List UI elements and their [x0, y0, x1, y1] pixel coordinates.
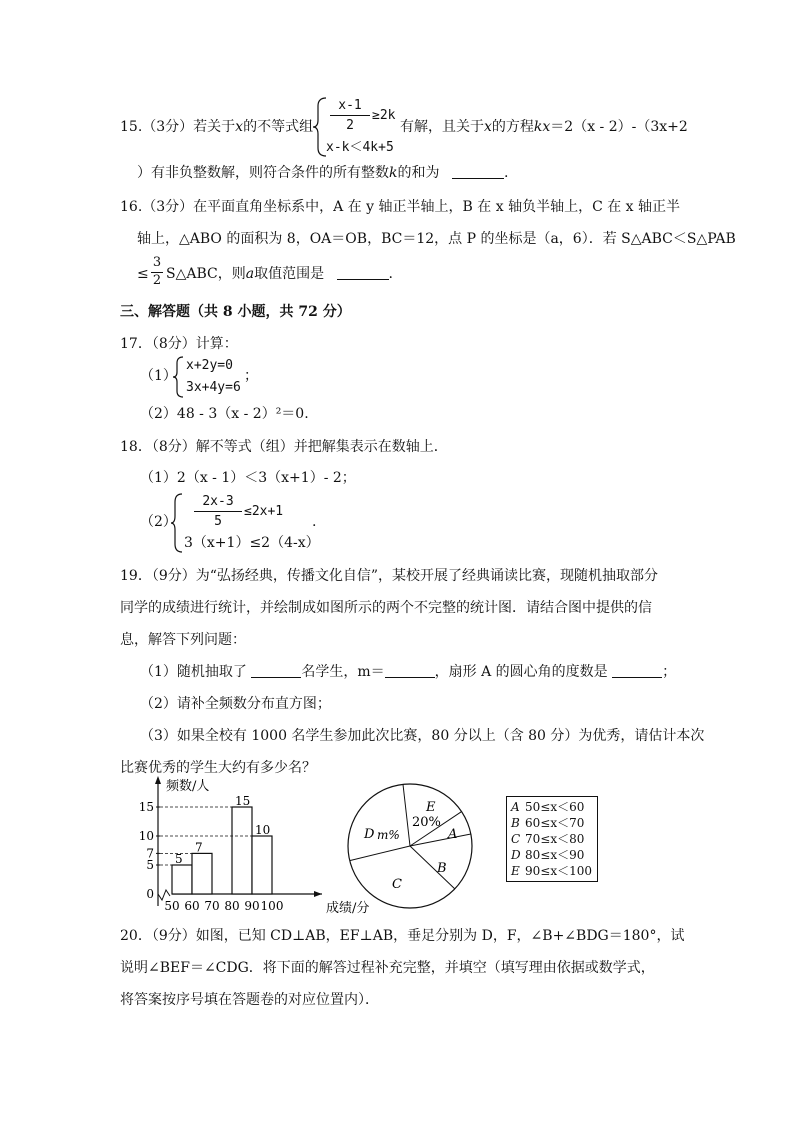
y-tick-label: 5 — [146, 858, 154, 872]
q19-s3-a: （3）如果全校有 1000 名学生参加此次比赛，80 分以上（含 80 分）为优秀，请估计本次 — [140, 728, 705, 744]
legend-row — [511, 815, 597, 831]
q15-var-x: x — [235, 119, 244, 135]
bar — [252, 836, 272, 894]
q16-s-abc: S△ABC，则 — [166, 266, 246, 282]
q18-title: 18．（8分）解不等式（组）并把解集表示在数轴上． — [120, 439, 448, 455]
legend-range: 70≤x＜80 — [525, 832, 585, 846]
legend-key: B — [511, 816, 520, 830]
q16-frac-num: 3 — [152, 255, 162, 270]
q19-blank-count[interactable] — [251, 663, 301, 678]
pie-label-e: E — [426, 800, 436, 815]
q19-line1: 19．（9分）为“弘扬经典，传播文化自信”，某校开展了经典诵读比赛，现随机抽取部分 — [120, 568, 659, 584]
q20-line1: 20．（9分）如图，已知 CD⊥AB，EF⊥AB，垂足分别为 D，F，∠B+∠BDG＝180°，试 — [120, 928, 685, 944]
pie-chart — [344, 780, 476, 912]
legend-row — [511, 847, 597, 863]
y-tick-label: 10 — [138, 829, 154, 843]
x-tick-label: 100 — [260, 899, 284, 913]
q17-p2: （2）48 - 3（x - 2）²＝0. — [140, 406, 309, 422]
q18-frac-den: 5 — [214, 514, 222, 529]
q16-answer-blank[interactable] — [337, 265, 389, 280]
q18-ineq2: 3（x+1）≤2（4-x） — [184, 535, 320, 551]
legend-box — [506, 796, 598, 882]
q19-s3-b: 比赛优秀的学生大约有多少名？ — [120, 760, 316, 776]
q15-frac-num: x-1 — [338, 98, 362, 113]
q18-p2-label: （2） — [140, 514, 177, 530]
legend-range: 80≤x＜90 — [525, 848, 585, 862]
q15-period: . — [503, 165, 509, 181]
q19-s1-b: 名学生，m＝ — [301, 664, 385, 680]
bar-label: 10 — [255, 823, 271, 837]
x-axis-arrow — [314, 891, 322, 897]
legend-key: E — [511, 864, 520, 878]
q17-p1-label: （1） — [140, 368, 177, 384]
q15-kx: kx — [533, 119, 551, 135]
bar-label: 7 — [195, 840, 203, 855]
q18-ineq1-rhs: ≤2x+1 — [244, 504, 284, 519]
y-axis-arrow — [155, 776, 161, 784]
q17-title: 17．（8分）计算： — [120, 336, 238, 352]
pie-label-a: A — [448, 827, 458, 842]
legend-rows — [511, 799, 597, 879]
bar — [192, 853, 212, 894]
legend-row — [511, 831, 597, 847]
pie-divider-b-c — [410, 846, 455, 889]
q17-semicolon: ； — [244, 368, 258, 384]
q18-p1: （1）2（x - 1）＜3（x+1）- 2； — [140, 470, 356, 486]
y-tick-label: 7 — [146, 846, 154, 861]
pie-label-e-pct: 20% — [412, 815, 441, 830]
q15-mid2: 有解，且关于 — [400, 119, 484, 135]
legend-row — [511, 863, 597, 879]
pie-divider-d-e — [403, 784, 410, 846]
q17-eq1: x+2y=0 — [186, 358, 233, 373]
q15-line2-a: ）有非负整数解，则符合条件的所有整数 — [137, 165, 389, 181]
q19-blank-angle[interactable] — [612, 663, 662, 678]
frequency-histogram — [138, 772, 370, 918]
q15-frac-den: 2 — [346, 118, 354, 133]
q15-var-x2: x — [484, 119, 492, 135]
q16-leq: ≤ — [137, 266, 149, 282]
q15-eq: ＝2（x - 2）-（3x+2 — [550, 119, 688, 135]
x-axis-label: 成绩/分 — [326, 901, 370, 916]
q20-line3: 将答案按序号填在答题卷的对应位置内）． — [120, 992, 379, 1008]
q15-ineq2: x-k＜4k+5 — [326, 140, 394, 155]
y-tick-label: 0 — [146, 887, 154, 901]
q16-tail: 取值范围是 — [254, 266, 325, 282]
q15-answer-blank[interactable] — [452, 164, 504, 179]
q19-line2: 同学的成绩进行统计，并绘制成如图所示的两个不完整的统计图．请结合图中提供的信 — [120, 600, 652, 616]
legend-key: C — [511, 832, 521, 846]
legend-range: 50≤x＜60 — [525, 800, 585, 814]
q16-line1: 16.（3分）在平面直角坐标系中，A 在 y 轴正半轴上，B 在 x 轴负半轴上，C 在 x 轴正半 — [120, 199, 681, 215]
q17-system-brace — [172, 356, 186, 398]
q19-s1-c: ，扇形 A 的圆心角的度数是 — [434, 664, 608, 680]
x-tick-label: 80 — [224, 899, 240, 913]
section-3-title: 三、解答题（共 8 小题，共 72 分） — [120, 304, 351, 320]
bar-label: 15 — [235, 794, 251, 808]
pie-divider-c-d — [350, 846, 410, 861]
bar — [172, 865, 192, 894]
q19-line3: 息，解答下列问题： — [120, 632, 246, 648]
pie-label-c: C — [392, 877, 402, 892]
q19-s2: （2）请补全频数分布直方图； — [140, 696, 331, 712]
legend-row — [511, 799, 597, 815]
q15-mid1: 的不等式组 — [243, 119, 314, 135]
pie-label-b: B — [437, 861, 447, 876]
legend-key: D — [511, 848, 521, 862]
q17-eq2: 3x+4y=6 — [186, 380, 241, 395]
q15-prefix: 15.（3分）若关于 — [120, 119, 236, 135]
q15-ineq1-rhs: ≥2k — [372, 108, 396, 123]
q16-var-a: a — [245, 266, 255, 282]
q18-period: . — [312, 514, 317, 530]
q19-s1-a: （1）随机抽取了 — [140, 664, 247, 680]
q19-blank-m[interactable] — [385, 663, 435, 678]
q16-frac-den: 2 — [152, 273, 162, 288]
legend-range: 60≤x＜70 — [525, 816, 585, 830]
x-tick-label: 50 — [164, 899, 180, 913]
bar — [232, 807, 252, 894]
q19-s1-d: ； — [662, 664, 677, 680]
y-axis-label: 频数/人 — [166, 779, 210, 794]
legend-key: A — [511, 800, 520, 814]
pie-label-d-pct: m% — [377, 828, 400, 842]
x-tick-label: 90 — [244, 899, 260, 913]
x-tick-label: 60 — [184, 899, 200, 913]
q15-line2-b: 的和为 — [397, 165, 440, 181]
q15-mid3: 的方程 — [491, 119, 534, 135]
bar-label: 5 — [175, 852, 183, 866]
q16-line2: 轴上，△ABO 的面积为 8，OA＝OB，BC＝12，点 P 的坐标是（a，6）．若 S△ABC＜S△PAB — [137, 231, 736, 247]
q18-frac-num: 2x-3 — [202, 494, 234, 509]
legend-range: 90≤x＜100 — [525, 864, 592, 878]
q15-var-k: k — [389, 165, 398, 181]
x-tick-label: 70 — [204, 899, 220, 913]
q16-period: . — [388, 266, 393, 282]
pie-label-d: D — [364, 827, 375, 842]
y-tick-label: 15 — [138, 800, 154, 814]
q20-line2: 说明∠BEF＝∠CDG．将下面的解答过程补充完整，并填空（填写理由依据或数学式， — [120, 960, 655, 976]
